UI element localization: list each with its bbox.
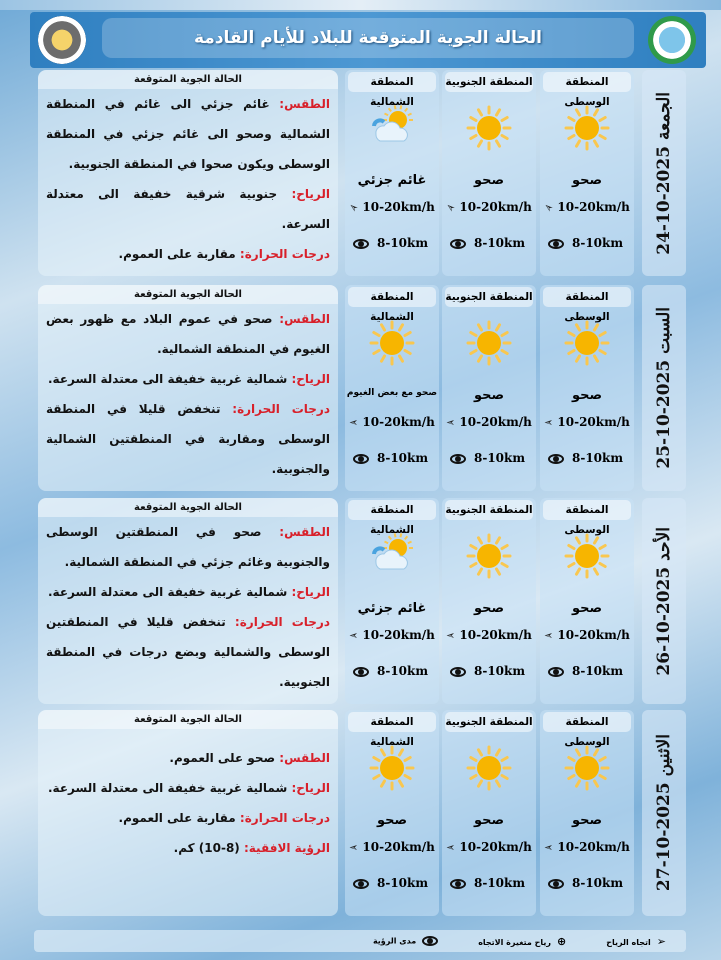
wind-direction-arrow-icon: ➢ bbox=[446, 629, 456, 642]
summary-line bbox=[38, 364, 338, 394]
summary-label: درجات الحرارة: bbox=[232, 402, 330, 416]
sun-icon bbox=[563, 532, 611, 580]
region-visibility bbox=[450, 451, 525, 465]
wind-direction-arrow-icon: ➢ bbox=[446, 416, 456, 429]
wind-speed: 10-20km/h bbox=[459, 840, 532, 854]
region-condition: صحو bbox=[571, 173, 603, 188]
region-visibility bbox=[548, 876, 623, 890]
forecast-summary-panel bbox=[38, 70, 338, 276]
eye-icon bbox=[353, 667, 369, 677]
partly-cloudy-icon bbox=[368, 104, 416, 152]
sun-icon bbox=[368, 319, 416, 367]
region-visibility bbox=[450, 236, 525, 250]
date-label: الجمعة 2025-10-24 bbox=[654, 91, 674, 255]
summary-text: تنخفض قليلا في المنطقتين الوسطى والشمالية وبضع درجات في المنطقة الجنوبية. bbox=[46, 615, 330, 689]
wind-speed: 10-20km/h bbox=[362, 200, 435, 214]
eye-icon bbox=[450, 667, 466, 677]
summary-text: مقاربة على العموم. bbox=[118, 247, 240, 261]
summary-text: صحو على العموم. bbox=[169, 751, 280, 765]
summary-text: جنوبية شرقية خفيفة الى معتدلة السرعة. bbox=[46, 187, 330, 231]
summary-label: درجات الحرارة: bbox=[239, 247, 330, 261]
forecast-summary-panel bbox=[38, 285, 338, 491]
day-date bbox=[642, 710, 686, 916]
region-name: المنطقة الجنوبية bbox=[445, 712, 533, 732]
region-wind bbox=[349, 628, 437, 642]
wind-direction-arrow-icon: ➢ bbox=[540, 199, 557, 216]
agency-logo-right bbox=[648, 16, 696, 64]
summary-text: (8-10) كم. bbox=[173, 841, 244, 855]
region-visibility bbox=[353, 236, 428, 250]
region-card bbox=[345, 710, 439, 916]
summary-text: شمالية غربية خفيفة الى معتدلة السرعة. bbox=[48, 585, 292, 599]
legend-variable-wind: ⊕رياح متغيرة الاتجاه bbox=[478, 934, 567, 948]
region-visibility bbox=[548, 451, 623, 465]
region-visibility bbox=[353, 664, 428, 678]
summary-line bbox=[38, 269, 338, 276]
eye-icon bbox=[548, 879, 564, 889]
date-label: السبت 2025-10-25 bbox=[654, 307, 674, 469]
visibility-value: 8-10km bbox=[474, 451, 526, 465]
visibility-value: 8-10km bbox=[572, 664, 624, 678]
summary-text: مقاربة على العموم. bbox=[118, 811, 240, 825]
region-name: المنطقة الوسطى bbox=[543, 712, 631, 732]
visibility-value: 8-10km bbox=[572, 236, 624, 250]
region-name: المنطقة الوسطى bbox=[543, 72, 631, 92]
summary-label: الطقس: bbox=[279, 751, 330, 765]
forecast-day-row bbox=[34, 285, 686, 491]
summary-text: صحو في المنطقتين الوسطى والجنوبية وغائم جزئي في المنطقة الشمالية. bbox=[46, 525, 330, 569]
region-visibility bbox=[548, 664, 623, 678]
wind-speed: 10-20km/h bbox=[459, 200, 532, 214]
wind-direction-arrow-icon: ➢ bbox=[349, 841, 359, 854]
sun-icon bbox=[563, 744, 611, 792]
summary-label: الرياح: bbox=[291, 585, 330, 599]
wind-direction-arrow-icon: ➢ bbox=[349, 629, 359, 642]
sun-icon bbox=[465, 532, 513, 580]
visibility-value: 8-10km bbox=[377, 451, 429, 465]
wind-speed: 10-20km/h bbox=[459, 628, 532, 642]
wind-direction-arrow-icon: ➢ bbox=[544, 629, 554, 642]
summary-label: الطقس: bbox=[279, 525, 330, 539]
visibility-value: 8-10km bbox=[474, 236, 526, 250]
eye-icon bbox=[450, 239, 466, 249]
forecast-day-row bbox=[34, 710, 686, 916]
summary-line bbox=[38, 577, 338, 607]
variable-wind-icon: ⊕ bbox=[557, 934, 567, 948]
forecast-summary-panel bbox=[38, 710, 338, 916]
region-visibility bbox=[353, 876, 428, 890]
summary-text: غائم جزئي الى غائم في المنطقة الشمالية وصحو الى غائم جزئي في المنطقة الوسطى ويكون صحوا في المنطقة الجنوبية. bbox=[46, 97, 330, 171]
visibility-value: 8-10km bbox=[572, 876, 624, 890]
sun-icon bbox=[563, 319, 611, 367]
day-date bbox=[642, 70, 686, 276]
region-wind bbox=[349, 840, 437, 854]
region-condition: غائم جزئي bbox=[357, 173, 427, 188]
wind-direction-arrow-icon: ➢ bbox=[544, 841, 554, 854]
summary-line bbox=[38, 179, 338, 239]
panel-title: الحالة الجوية المتوقعة bbox=[38, 498, 338, 517]
region-condition: صحو bbox=[571, 601, 603, 616]
summary-line bbox=[38, 803, 338, 833]
summary-label: الرياح: bbox=[291, 187, 330, 201]
region-condition: صحو bbox=[473, 173, 505, 188]
region-card bbox=[540, 710, 634, 916]
summary-line bbox=[38, 833, 338, 863]
legend-wind-direction: ➢اتجاه الرياح bbox=[606, 934, 666, 948]
visibility-value: 8-10km bbox=[377, 876, 429, 890]
summary-line bbox=[38, 304, 338, 364]
panel-title: الحالة الجوية المتوقعة bbox=[38, 710, 338, 729]
region-condition: صحو bbox=[473, 601, 505, 616]
region-wind bbox=[544, 840, 632, 854]
wind-direction-arrow-icon: ➢ bbox=[349, 416, 359, 429]
region-card bbox=[345, 285, 439, 491]
page-title: الحالة الجوية المتوقعة للبلاد للأيام القادمة bbox=[194, 28, 542, 48]
summary-label: الطقس: bbox=[279, 97, 330, 111]
summary-label: درجات الحرارة: bbox=[234, 615, 330, 629]
summary-line bbox=[38, 517, 338, 577]
eye-icon bbox=[353, 239, 369, 249]
header bbox=[30, 12, 706, 68]
wind-direction-arrow-icon: ➢ bbox=[446, 841, 456, 854]
eye-icon bbox=[548, 454, 564, 464]
region-condition: صحو bbox=[473, 813, 505, 828]
region-name: المنطقة الشمالية bbox=[348, 712, 436, 732]
region-card bbox=[540, 70, 634, 276]
summary-label: الرياح: bbox=[291, 781, 330, 795]
region-card bbox=[442, 285, 536, 491]
visibility-value: 8-10km bbox=[572, 451, 624, 465]
summary-label: الرياح: bbox=[291, 372, 330, 386]
summary-text: شمالية غربية خفيفة الى معتدلة السرعة. bbox=[48, 372, 292, 386]
summary-line bbox=[38, 773, 338, 803]
region-wind bbox=[540, 199, 632, 216]
wind-direction-arrow-icon: ➢ bbox=[544, 416, 554, 429]
summary-text: صحو في عموم البلاد مع ظهور بعض الغيوم في المنطقة الشمالية. bbox=[46, 312, 330, 356]
region-name: المنطقة الوسطى bbox=[543, 500, 631, 520]
region-card bbox=[345, 498, 439, 704]
summary-label: الرؤية الافقية: bbox=[243, 841, 330, 855]
summary-line bbox=[38, 239, 338, 269]
region-condition: صحو مع بعض الغيوم bbox=[346, 388, 438, 398]
sun-icon bbox=[465, 744, 513, 792]
eye-icon bbox=[353, 454, 369, 464]
region-wind bbox=[446, 415, 534, 429]
region-name: المنطقة الجنوبية bbox=[445, 500, 533, 520]
region-card bbox=[345, 70, 439, 276]
region-condition: صحو bbox=[376, 813, 408, 828]
summary-line bbox=[38, 394, 338, 484]
visibility-value: 8-10km bbox=[377, 236, 429, 250]
region-card bbox=[442, 710, 536, 916]
sun-icon bbox=[368, 744, 416, 792]
wind-speed: 10-20km/h bbox=[362, 628, 435, 642]
forecast-day-row bbox=[34, 498, 686, 704]
region-wind bbox=[544, 628, 632, 642]
wind-speed: 10-20km/h bbox=[362, 840, 435, 854]
wind-direction-arrow-icon: ➢ bbox=[442, 199, 459, 216]
eye-icon bbox=[548, 667, 564, 677]
region-card bbox=[442, 70, 536, 276]
visibility-value: 8-10km bbox=[474, 664, 526, 678]
title-box bbox=[102, 18, 634, 58]
region-wind bbox=[442, 199, 534, 216]
wind-direction-arrow-icon: ➢ bbox=[656, 934, 666, 948]
partly-cloudy-icon bbox=[368, 532, 416, 580]
visibility-value: 8-10km bbox=[377, 664, 429, 678]
date-label: الاثنين 2025-10-27 bbox=[654, 734, 674, 892]
region-condition: صحو bbox=[571, 388, 603, 403]
region-visibility bbox=[450, 664, 525, 678]
summary-line bbox=[38, 484, 338, 491]
day-date bbox=[642, 498, 686, 704]
top-band bbox=[0, 0, 721, 10]
eye-icon bbox=[450, 454, 466, 464]
wind-speed: 10-20km/h bbox=[557, 200, 630, 214]
eye-icon bbox=[422, 936, 438, 946]
region-card bbox=[442, 498, 536, 704]
region-visibility bbox=[450, 876, 525, 890]
region-condition: غائم جزئي bbox=[357, 601, 427, 616]
region-card bbox=[540, 498, 634, 704]
wind-speed: 10-20km/h bbox=[459, 415, 532, 429]
day-date bbox=[642, 285, 686, 491]
summary-label: درجات الحرارة: bbox=[239, 811, 330, 825]
meteorology-logo-left bbox=[38, 16, 86, 64]
wind-speed: 10-20km/h bbox=[557, 840, 630, 854]
sun-icon bbox=[563, 104, 611, 152]
date-label: الأحد 2025-10-26 bbox=[654, 526, 674, 676]
region-wind bbox=[446, 840, 534, 854]
summary-text: تنخفض قليلا في المنطقة الوسطى ومقاربة في المنطقتين الشمالية والجنوبية. bbox=[46, 402, 330, 476]
summary-text: شمالية غربية خفيفة الى معتدلة السرعة. bbox=[48, 781, 292, 795]
region-card bbox=[540, 285, 634, 491]
wind-speed: 10-20km/h bbox=[557, 628, 630, 642]
region-name: المنطقة الجنوبية bbox=[445, 72, 533, 92]
sun-icon bbox=[465, 319, 513, 367]
panel-title: الحالة الجوية المتوقعة bbox=[38, 70, 338, 89]
forecast-day-row bbox=[34, 70, 686, 276]
region-visibility bbox=[548, 236, 623, 250]
summary-line bbox=[38, 89, 338, 179]
eye-icon bbox=[450, 879, 466, 889]
region-wind bbox=[446, 628, 534, 642]
summary-line bbox=[38, 607, 338, 697]
legend bbox=[34, 930, 686, 952]
eye-icon bbox=[353, 879, 369, 889]
region-name: المنطقة الجنوبية bbox=[445, 287, 533, 307]
summary-line bbox=[38, 743, 338, 773]
region-name: المنطقة الشمالية bbox=[348, 72, 436, 92]
region-name: المنطقة الوسطى bbox=[543, 287, 631, 307]
region-name: المنطقة الشمالية bbox=[348, 500, 436, 520]
summary-label: الطقس: bbox=[279, 312, 330, 326]
wind-speed: 10-20km/h bbox=[362, 415, 435, 429]
wind-speed: 10-20km/h bbox=[557, 415, 630, 429]
region-wind bbox=[349, 415, 437, 429]
region-condition: صحو bbox=[571, 813, 603, 828]
legend-visibility: مدى الرؤية bbox=[373, 936, 438, 946]
region-wind bbox=[544, 415, 632, 429]
region-visibility bbox=[353, 451, 428, 465]
visibility-value: 8-10km bbox=[474, 876, 526, 890]
sun-icon bbox=[465, 104, 513, 152]
summary-line bbox=[38, 697, 338, 704]
region-wind bbox=[345, 199, 437, 216]
eye-icon bbox=[548, 239, 564, 249]
wind-direction-arrow-icon: ➢ bbox=[345, 199, 362, 216]
forecast-summary-panel bbox=[38, 498, 338, 704]
panel-title: الحالة الجوية المتوقعة bbox=[38, 285, 338, 304]
region-name: المنطقة الشمالية bbox=[348, 287, 436, 307]
region-condition: صحو bbox=[473, 388, 505, 403]
